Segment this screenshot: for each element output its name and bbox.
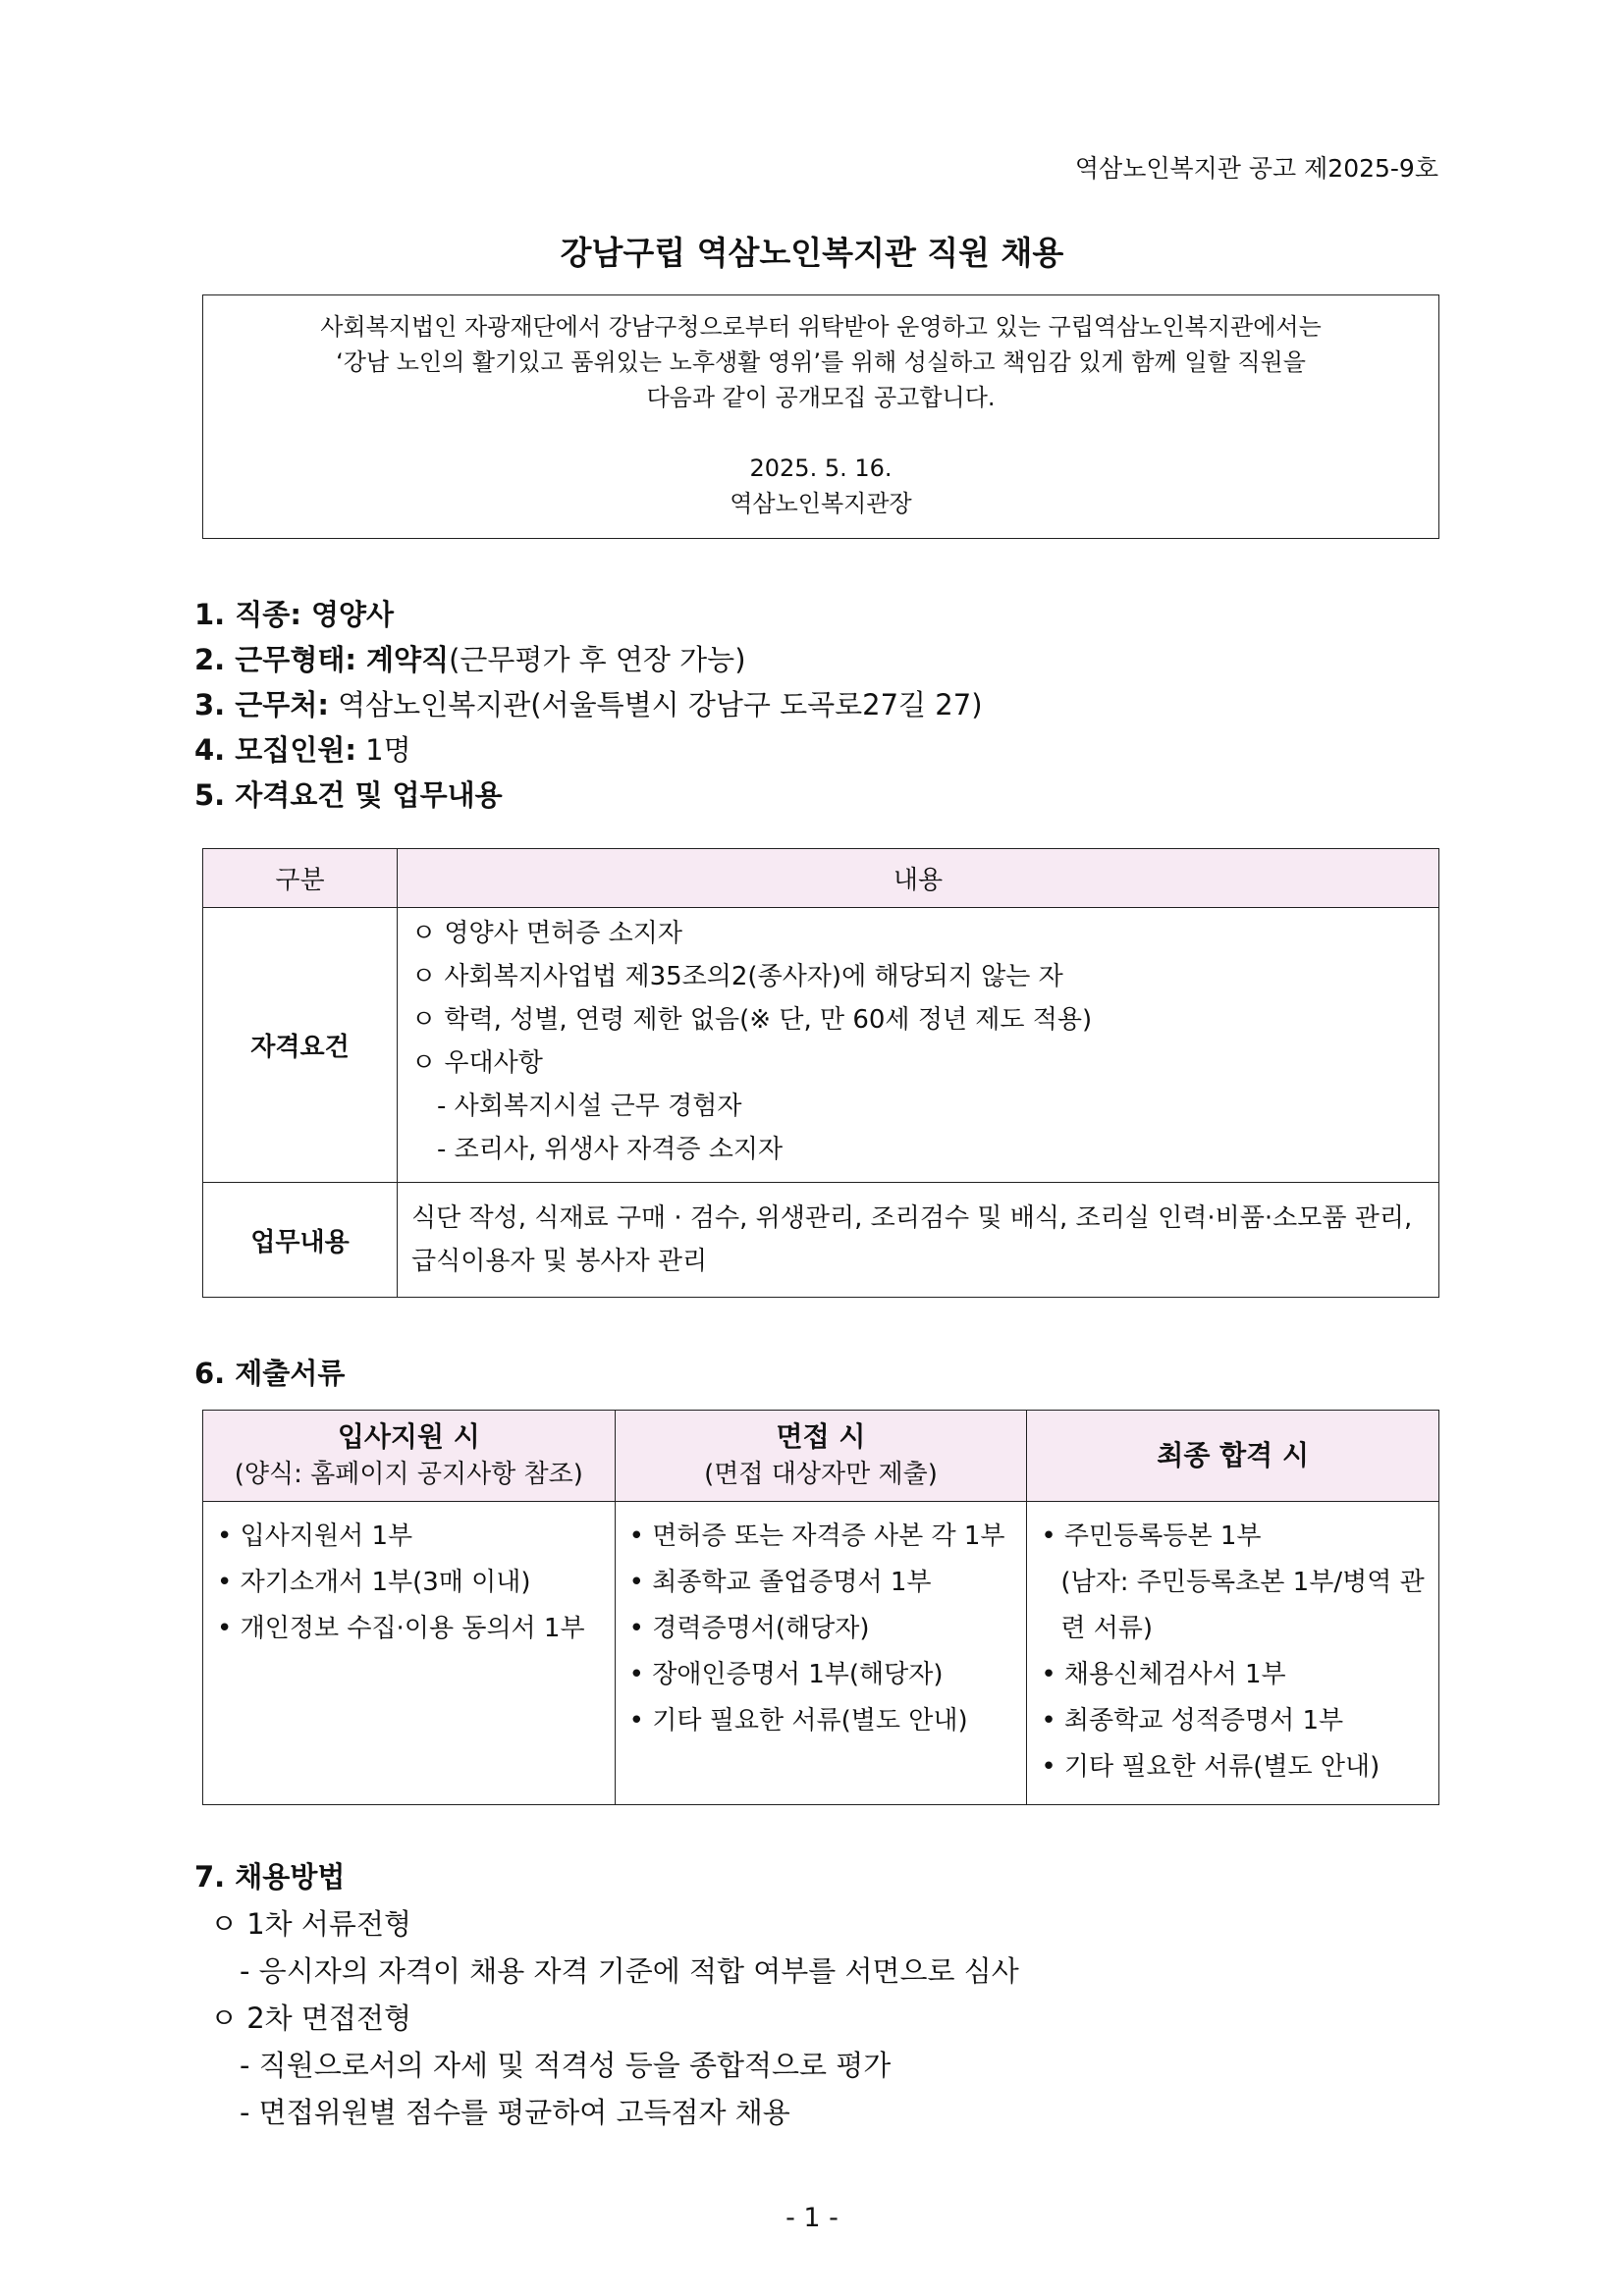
table-header: 최종 합격 시 [1027, 1411, 1439, 1502]
list-item: - 사회복지시설 근무 경험자 [437, 1092, 742, 1121]
list-item: - 응시자의 자격이 채용 자격 기준에 적합 여부를 서면으로 심사 [240, 1954, 1019, 1988]
table-header: 입사지원 시 (양식: 홈페이지 공지사항 참조) [203, 1411, 616, 1502]
list-item: • 장애인증명서 1부(해당자) [628, 1660, 944, 1689]
table-header: 면접 시 (면접 대상자만 제출) [615, 1411, 1027, 1502]
section-qualification: 5. 자격요건 및 업무내용 [194, 778, 503, 812]
documents-interview-cell [615, 1502, 1027, 1805]
table-header: 내용 [398, 849, 1439, 908]
intro-line: 다음과 같이 공개모집 공고합니다. [646, 384, 996, 411]
intro-box [202, 294, 1439, 539]
list-item: • 기타 필요한 서류(별도 안내) [628, 1706, 968, 1735]
list-item: ㅇ 2차 면접전형 [210, 2002, 411, 2035]
list-item: • 입사지원서 1부 [217, 1522, 413, 1551]
list-item: ㅇ 1차 서류전형 [210, 1907, 411, 1941]
intro-line: 사회복지법인 자광재단에서 강남구청으로부터 위탁받아 운영하고 있는 구립역삼노인복지관에서는 [320, 313, 1322, 341]
list-item: ㅇ 학력, 성별, 연령 제한 없음(※ 단, 만 60세 정년 제도 적용) [411, 1005, 1093, 1035]
list-item: - 직원으로서의 자세 및 적격성 등을 종합적으로 평가 [240, 2049, 892, 2082]
list-item: • 최종학교 성적증명서 1부 [1041, 1706, 1344, 1735]
qualification-content [398, 908, 1439, 1183]
list-item: • 경력증명서(해당자) [628, 1614, 870, 1643]
section-workplace: 3. 근무처: 역삼노인복지관(서울특별시 강남구 도곡로27길 27) [194, 688, 983, 721]
qualification-label: 자격요건 [203, 908, 398, 1183]
documents-table [202, 1410, 1439, 1805]
list-item: ㅇ 사회복지사업법 제35조의2(종사자)에 해당되지 않는 자 [411, 962, 1063, 991]
section-employment-type: 2. 근무형태: 계약직(근무평가 후 연장 가능) [194, 643, 746, 676]
qualification-table [202, 848, 1439, 1298]
section-hiring-method: 7. 채용방법 [194, 1860, 346, 1894]
list-item: • 최종학교 졸업증명서 1부 [628, 1568, 932, 1597]
section-job-type: 1. 직종: 영양사 [194, 598, 395, 631]
list-item: • 자기소개서 1부(3매 이내) [217, 1568, 531, 1597]
list-item: • 기타 필요한 서류(별도 안내) [1041, 1752, 1380, 1782]
duty-label: 업무내용 [203, 1183, 398, 1298]
intro-date: 2025. 5. 16. [749, 454, 893, 482]
documents-apply-cell [203, 1502, 616, 1805]
documents-final-cell [1027, 1502, 1439, 1805]
hiring-method-list [210, 1900, 1019, 2136]
page-number: - 1 - [785, 2203, 839, 2233]
list-item: • 주민등록등본 1부 [1041, 1522, 1262, 1551]
intro-signer: 역삼노인복지관장 [730, 490, 912, 517]
notice-number: 역삼노인복지관 공고 제2025-9호 [1074, 154, 1438, 183]
table-header: 구분 [203, 849, 398, 908]
list-item: - 면접위원별 점수를 평균하여 고득점자 채용 [240, 2096, 790, 2129]
list-item: - 조리사, 위생사 자격증 소지자 [437, 1135, 784, 1164]
list-item: (남자: 주민등록초본 1부/병역 관련 서류) [1060, 1568, 1425, 1643]
section-headcount: 4. 모집인원: 1명 [194, 733, 411, 767]
list-item: ㅇ 영양사 면허증 소지자 [411, 919, 682, 948]
list-item: • 채용신체검사서 1부 [1041, 1660, 1286, 1689]
list-item: ㅇ 우대사항 [411, 1048, 543, 1078]
section-documents: 6. 제출서류 [194, 1357, 346, 1390]
document-title: 강남구립 역삼노인복지관 직원 채용 [560, 234, 1064, 272]
list-item: • 면허증 또는 자격증 사본 각 1부 [628, 1522, 1005, 1551]
duty-content: 식단 작성, 식재료 구매 · 검수, 위생관리, 조리검수 및 배식, 조리실 인력·비품·소모품 관리, 급식이용자 및 봉사자 관리 [398, 1183, 1439, 1298]
list-item: • 개인정보 수집·이용 동의서 1부 [217, 1614, 585, 1643]
intro-line: ‘강남 노인의 활기있고 품위있는 노후생활 영위’를 위해 성실하고 책임감 있게 함께 일할 직원을 [336, 348, 1306, 376]
